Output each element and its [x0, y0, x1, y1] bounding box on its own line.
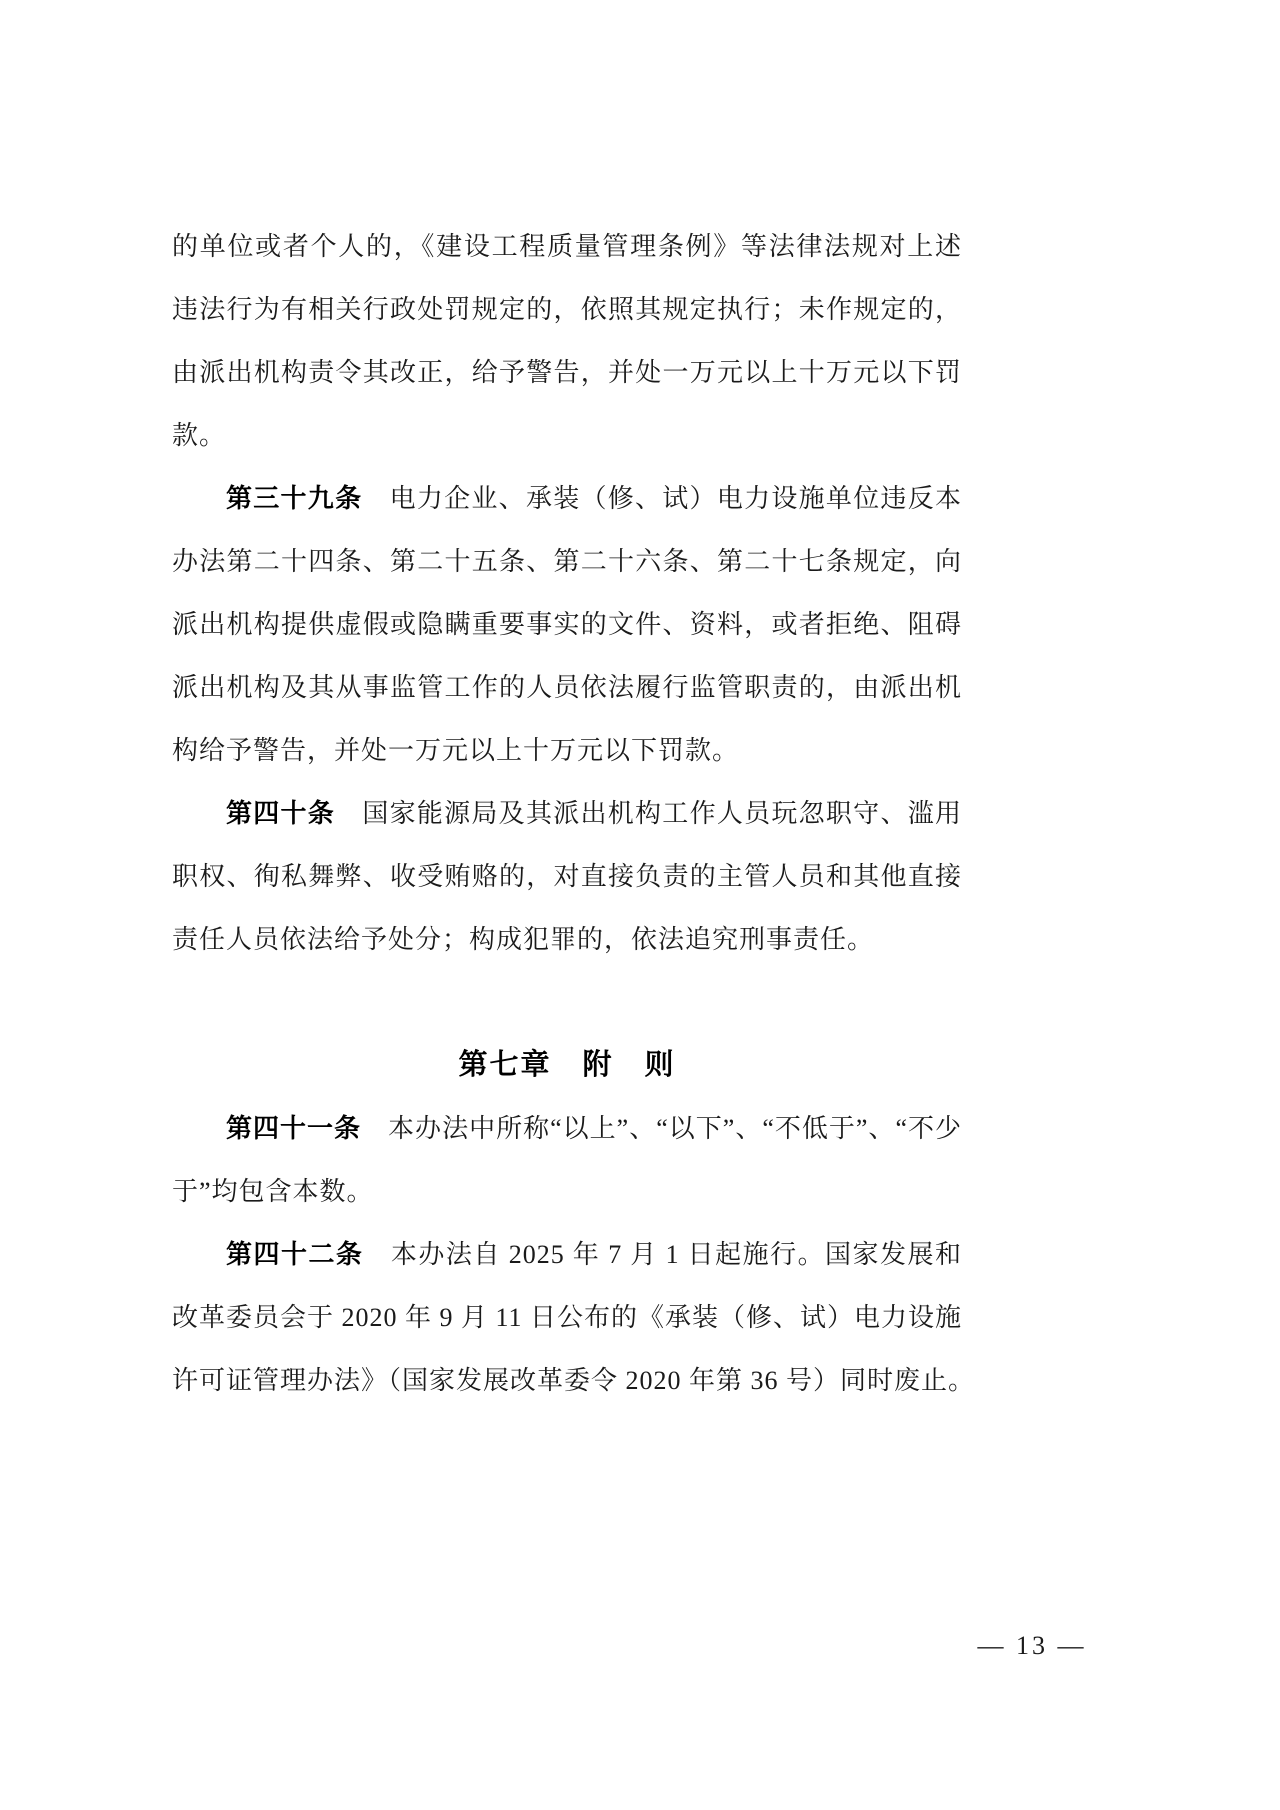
text-run: 许可证管理办法》（国家发展改革委令 2020 年第 36 号）同时废止。: [172, 1366, 976, 1395]
text-line: [172, 1286, 962, 1349]
text-run: 派出机构提供虚假或隐瞒重要事实的文件、资料，或者拒绝、阻碍: [172, 610, 962, 639]
text-block: [172, 215, 976, 1412]
text-line: [172, 719, 962, 782]
text-run: 款。: [172, 421, 227, 450]
text-run: 的单位或者个人的，《建设工程质量管理条例》等法律法规对上述: [172, 232, 962, 261]
text-line: [172, 845, 962, 908]
text-line: [172, 1349, 976, 1412]
text-line: [172, 341, 962, 404]
text-run: 于”均包含本数。: [172, 1177, 374, 1206]
text-line: [172, 1223, 962, 1286]
text-line: [172, 404, 962, 467]
text-line: [172, 782, 962, 845]
text-run: 由派出机构责令其改正，给予警告，并处一万元以上十万元以下罚: [172, 358, 962, 387]
spacer-line: [172, 971, 962, 1034]
text-line: [172, 215, 962, 278]
text-run: 责任人员依法给予处分；构成犯罪的，依法追究刑事责任。: [172, 925, 875, 954]
text-run: 办法第二十四条、第二十五条、第二十六条、第二十七条规定，向: [172, 547, 962, 576]
text-line: [172, 530, 962, 593]
text-line: [172, 656, 962, 719]
page-number: — 13 —: [977, 1631, 1087, 1660]
text-run: 构给予警告，并处一万元以上十万元以下罚款。: [172, 736, 740, 765]
text-run: 违法行为有相关行政处罚规定的，依照其规定执行；未作规定的，: [172, 295, 962, 324]
text-run: 本办法中所称“以上”、“以下”、“不低于”、“不少: [361, 1114, 962, 1143]
bold-run: 第四十二条: [226, 1239, 364, 1269]
text-line: [172, 1097, 962, 1160]
bold-run: 第四十条: [226, 798, 336, 828]
text-run: 改革委员会于 2020 年 9 月 11 日公布的《承装（修、试）电力设施: [172, 1303, 963, 1332]
text-line: [172, 908, 962, 971]
text-line: [172, 278, 962, 341]
chapter-heading: [172, 1034, 962, 1097]
text-run: 本办法自 2025 年 7 月 1 日起施行。国家发展和: [363, 1240, 962, 1269]
text-line: [172, 467, 962, 530]
text-run: 派出机构及其从事监管工作的人员依法履行监管职责的，由派出机: [172, 673, 962, 702]
text-line: [172, 593, 962, 656]
text-run: 电力企业、承装（修、试）电力设施单位违反本: [362, 484, 962, 513]
bold-run: 第四十一条: [226, 1113, 362, 1143]
bold-run: 第三十九条: [226, 483, 363, 513]
bold-run: 第七章 附 则: [458, 1049, 676, 1081]
text-run: 国家能源局及其派出机构工作人员玩忽职守、滥用: [335, 799, 962, 828]
text-run: 职权、徇私舞弊、收受贿赂的，对直接负责的主管人员和其他直接: [172, 862, 962, 891]
text-line: [172, 1160, 962, 1223]
